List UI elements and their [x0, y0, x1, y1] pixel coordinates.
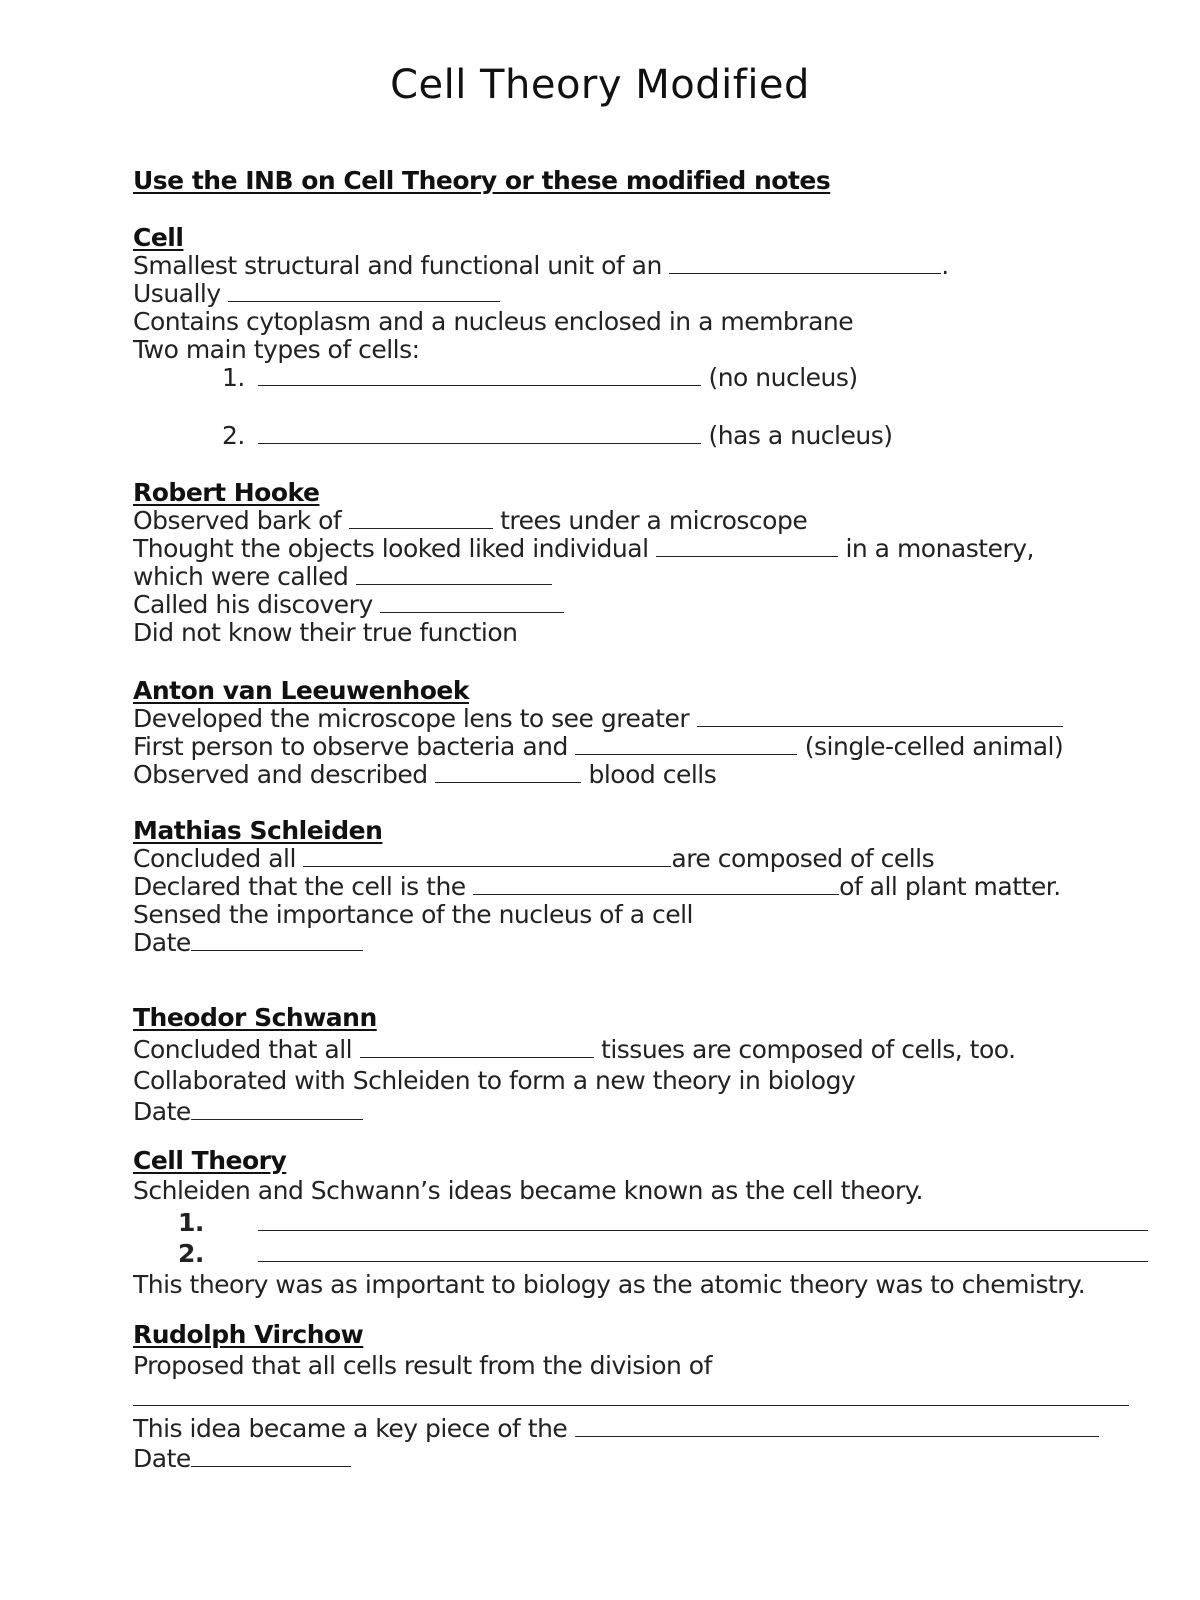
blank-animal[interactable]: [360, 1035, 594, 1058]
blank-virchow-date[interactable]: [191, 1444, 351, 1467]
hooke-line-1: [133, 506, 807, 536]
blank-usually[interactable]: [228, 279, 500, 302]
cell-line-2: [133, 279, 500, 309]
hooke-line-5: Did not know their true function: [133, 618, 518, 647]
cell-line-2-text: Usually: [133, 279, 221, 308]
leeuwenhoek-line-3-a: Observed and described: [133, 760, 428, 789]
hooke-line-2-a: Thought the objects looked liked individual: [133, 534, 649, 563]
schwann-line-1-a: Concluded that all: [133, 1035, 353, 1064]
schleiden-line-1: [133, 844, 934, 874]
schleiden-heading: Mathias Schleiden: [133, 816, 383, 845]
blank-detail[interactable]: [697, 704, 1063, 727]
blank-cell-type-2[interactable]: [258, 421, 701, 444]
leeuwenhoek-line-1: [133, 704, 1063, 734]
schleiden-line-3: Sensed the importance of the nucleus of a cell: [133, 900, 693, 929]
cell-theory-item-1-number: 1.: [178, 1208, 204, 1237]
blank-cell-type-1[interactable]: [258, 363, 701, 386]
schwann-line-1: [133, 1035, 1016, 1065]
schleiden-date: [133, 928, 363, 958]
schwann-line-2: Collaborated with Schleiden to form a new theory in biology: [133, 1066, 856, 1095]
blank-protozoa[interactable]: [575, 732, 797, 755]
blank-blood-color[interactable]: [435, 760, 581, 783]
cell-type-1-note: (no nucleus): [708, 363, 858, 392]
hooke-line-2: [133, 534, 1034, 564]
blank-rooms[interactable]: [656, 534, 838, 557]
cell-theory-line-1: Schleiden and Schwann’s ideas became known as the cell theory.: [133, 1176, 923, 1205]
blank-existing-cells[interactable]: [133, 1383, 1129, 1406]
schwann-date-label: Date: [133, 1097, 191, 1126]
virchow-date-label: Date: [133, 1444, 191, 1473]
virchow-date: [133, 1444, 351, 1474]
hooke-line-4-text: Called his discovery: [133, 590, 373, 619]
schleiden-line-1-b: are composed of cells: [671, 844, 935, 873]
virchow-blank-row: [133, 1383, 1129, 1413]
cell-theory-item-1: [178, 1208, 1148, 1238]
leeuwenhoek-line-3-b: blood cells: [588, 760, 717, 789]
cell-theory-item-2: [178, 1239, 1148, 1269]
cell-line-1-text: Smallest structural and functional unit of an: [133, 251, 662, 280]
blank-called[interactable]: [356, 562, 552, 585]
cell-theory-item-2-number: 2.: [178, 1239, 204, 1268]
blank-theory-2[interactable]: [258, 1239, 1148, 1262]
hooke-line-1-a: Observed bark of: [133, 506, 342, 535]
blank-theory-1[interactable]: [258, 1208, 1148, 1231]
cell-line-3: Contains cytoplasm and a nucleus enclosed in a membrane: [133, 307, 854, 336]
page-title: Cell Theory Modified: [390, 62, 810, 108]
blank-schwann-date[interactable]: [191, 1097, 363, 1120]
cell-type-2-note: (has a nucleus): [708, 421, 893, 450]
cell-line-1-end: .: [941, 251, 949, 280]
schleiden-line-2-a: Declared that the cell is the: [133, 872, 466, 901]
cell-line-4: Two main types of cells:: [133, 335, 420, 364]
schwann-heading: Theodor Schwann: [133, 1003, 377, 1032]
hooke-heading: Robert Hooke: [133, 478, 320, 507]
cell-theory-heading: Cell Theory: [133, 1146, 287, 1175]
virchow-line-1: Proposed that all cells result from the division of: [133, 1351, 712, 1380]
blank-schleiden-date[interactable]: [191, 928, 363, 951]
cell-line-1: [133, 251, 949, 281]
cell-heading: Cell: [133, 223, 184, 252]
hooke-line-1-b: trees under a microscope: [500, 506, 808, 535]
leeuwenhoek-line-2-b: (single-celled animal): [804, 732, 1064, 761]
blank-key-piece[interactable]: [575, 1414, 1099, 1437]
schleiden-line-2-b: of all plant matter.: [839, 872, 1061, 901]
hooke-line-3-text: which were called: [133, 562, 349, 591]
cell-type-1-number: 1.: [222, 363, 245, 392]
blank-organism[interactable]: [669, 251, 941, 274]
leeuwenhoek-heading: Anton van Leeuwenhoek: [133, 676, 469, 705]
schwann-date: [133, 1097, 363, 1127]
cell-type-1: [222, 363, 858, 393]
virchow-line-2: [133, 1414, 1099, 1444]
hooke-line-3: [133, 562, 552, 592]
schleiden-date-label: Date: [133, 928, 191, 957]
blank-discovery[interactable]: [380, 590, 564, 613]
cell-theory-line-2: This theory was as important to biology as the atomic theory was to chemistry.: [133, 1270, 1086, 1299]
blank-basic-unit[interactable]: [473, 872, 839, 895]
blank-tree-type[interactable]: [349, 506, 493, 529]
leeuwenhoek-line-3: [133, 760, 716, 790]
leeuwenhoek-line-2-a: First person to observe bacteria and: [133, 732, 568, 761]
leeuwenhoek-line-2: [133, 732, 1063, 762]
schwann-line-1-b: tissues are composed of cells, too.: [601, 1035, 1016, 1064]
virchow-heading: Rudolph Virchow: [133, 1320, 364, 1349]
virchow-line-2-text: This idea became a key piece of the: [133, 1414, 568, 1443]
schleiden-line-2: [133, 872, 1061, 902]
leeuwenhoek-line-1-text: Developed the microscope lens to see greater: [133, 704, 690, 733]
hooke-line-4: [133, 590, 564, 620]
hooke-line-2-b: in a monastery,: [845, 534, 1034, 563]
blank-plants[interactable]: [303, 844, 671, 867]
cell-type-2-number: 2.: [222, 421, 245, 450]
schleiden-line-1-a: Concluded all: [133, 844, 296, 873]
instructions-heading: Use the INB on Cell Theory or these modified notes: [133, 166, 831, 195]
cell-type-2: [222, 421, 893, 451]
